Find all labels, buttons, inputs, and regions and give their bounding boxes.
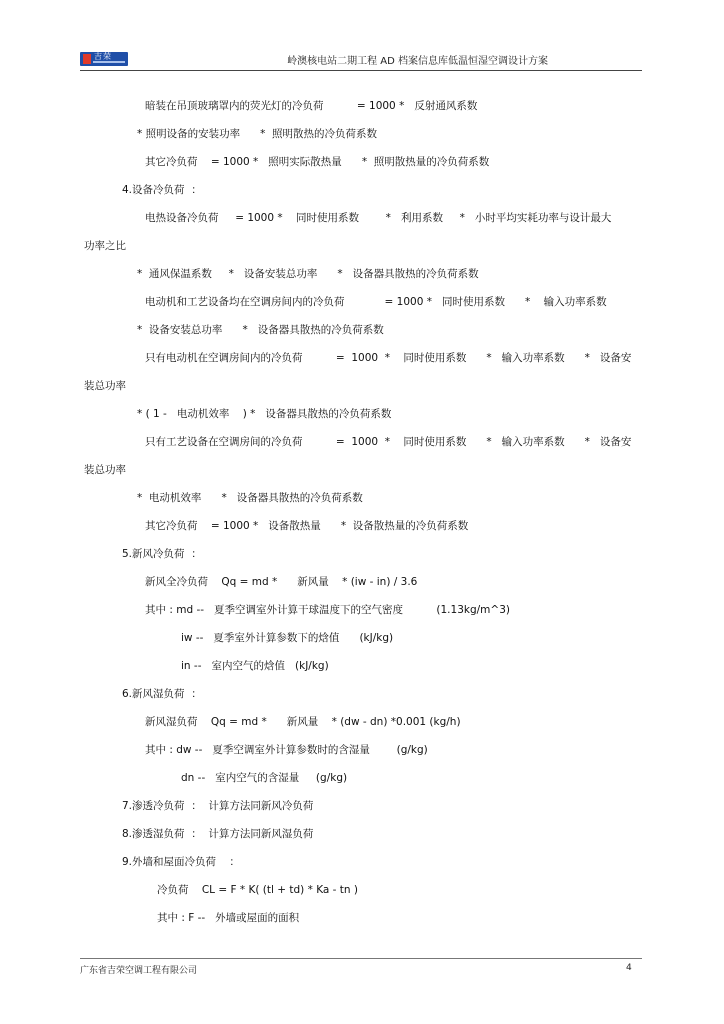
footer-divider (80, 958, 642, 959)
body-line: 装总功率 (84, 380, 126, 392)
section-heading: 9.外墙和屋面冷负荷 ： (122, 856, 240, 868)
header-divider (80, 70, 642, 71)
body-line: 装总功率 (84, 464, 126, 476)
body-line: in -- 室内空气的焓值 (kJ/kg) (181, 660, 329, 672)
body-line: iw -- 夏季室外计算参数下的焓值 (kJ/kg) (181, 632, 394, 644)
body-line: 其中 : dw -- 夏季空调室外计算参数时的含湿量 (g/kg) (145, 744, 428, 756)
body-line: dn -- 室内空气的含湿量 (g/kg) (181, 772, 348, 784)
body-line: * 设备安装总功率 * 设备器具散热的冷负荷系数 (137, 324, 384, 336)
logo-mark (83, 54, 91, 64)
body-line: 新风湿负荷 Qq = md * 新风量 * (dw - dn) *0.001 (kg/h) (145, 716, 461, 728)
page-number: 4 (626, 963, 632, 973)
body-line: 新风全冷负荷 Qq = md * 新风量 * (iw - in) / 3.6 (145, 576, 418, 588)
company-logo (80, 52, 128, 66)
body-line: * 电动机效率 * 设备器具散热的冷负荷系数 (137, 492, 363, 504)
body-line: 只有工艺设备在空调房间的冷负荷 = 1000 * 同时使用系数 * 输入功率系数 * 设备安 (145, 436, 632, 448)
body-line: 只有电动机在空调房间内的冷负荷 = 1000 * 同时使用系数 * 输入功率系数 * 设备安 (145, 352, 632, 364)
body-line: * 通风保温系数 * 设备安装总功率 * 设备器具散热的冷负荷系数 (137, 268, 479, 280)
section-heading: 7.渗透冷负荷 ： 计算方法同新风冷负荷 (122, 800, 314, 812)
section-heading: 5.新风冷负荷 ： (122, 548, 202, 560)
body-line: 其中 : F -- 外墙或屋面的面积 (157, 912, 300, 924)
logo-underline (93, 61, 125, 63)
section-heading: 6.新风湿负荷 ： (122, 688, 202, 700)
section-heading: 4.设备冷负荷 ： (122, 184, 202, 196)
body-line: 其它冷负荷 = 1000 * 设备散热量 * 设备散热量的冷负荷系数 (145, 520, 469, 532)
footer-company: 广东省吉荣空调工程有限公司 (80, 966, 198, 976)
body-line: 电热设备冷负荷 = 1000 * 同时使用系数 * 利用系数 * 小时平均实耗功率与设计最大 (145, 212, 612, 224)
body-line: 其中 : md -- 夏季空调室外计算干球温度下的空气密度 (1.13kg/m^3) (145, 604, 510, 616)
section-heading: 8.渗透湿负荷 ： 计算方法同新风湿负荷 (122, 828, 314, 840)
document-header-title: 岭澳核电站二期工程 AD 档案信息库低温恒湿空调设计方案 (287, 56, 548, 67)
body-line: 其它冷负荷 = 1000 * 照明实际散热量 * 照明散热量的冷负荷系数 (145, 156, 490, 168)
body-line: 电动机和工艺设备均在空调房间内的冷负荷 = 1000 * 同时使用系数 * 输入功率系数 (145, 296, 607, 308)
body-line: 冷负荷 CL = F * K( (tl + td) * Ka - tn ) (157, 884, 359, 896)
logo-text: 吉荣 (94, 52, 112, 61)
body-line: * ( 1 - 电动机效率 ) * 设备器具散热的冷负荷系数 (137, 408, 392, 420)
body-line: * 照明设备的安装功率 * 照明散热的冷负荷系数 (137, 128, 378, 140)
body-line: 功率之比 (84, 240, 126, 252)
body-line: 暗装在吊顶玻璃罩内的荧光灯的冷负荷 = 1000 * 反射通风系数 (145, 100, 478, 112)
